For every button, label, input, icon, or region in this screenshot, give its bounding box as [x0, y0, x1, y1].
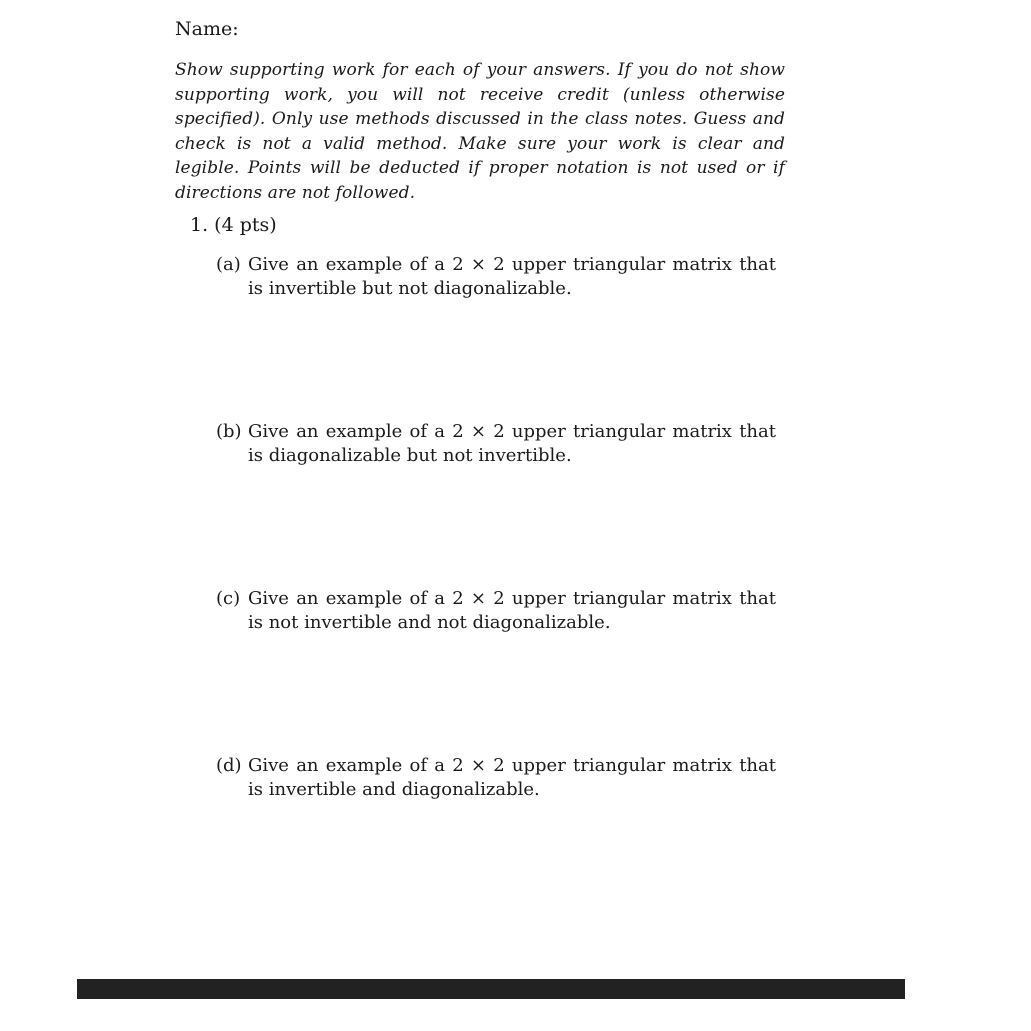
name-label: Name: — [175, 18, 239, 40]
part-b-label: (b) — [216, 421, 242, 442]
part-a-label: (a) — [216, 254, 241, 275]
part-d-label: (d) — [216, 755, 242, 776]
problem-part-c — [216, 587, 776, 635]
instructions-paragraph: Show supporting work for each of your answers. If you do not show supporting work, you will not receive credit (unless otherwise specified). Only use methods discussed in the class notes. Guess and check is not a valid method. Make sure your work is clear and legible. Points will be deducted if proper notation is not used or if directions are not followed. — [175, 60, 785, 203]
part-c-text: Give an example of a 2 × 2 upper triangular matrix that is not invertible and not diagonalizable. — [248, 588, 776, 633]
problem-part-a — [216, 253, 776, 301]
bottom-dark-bar — [77, 979, 905, 999]
problem-part-d — [216, 754, 776, 802]
part-c-label: (c) — [216, 588, 241, 609]
part-b-text: Give an example of a 2 × 2 upper triangular matrix that is diagonalizable but not invertible. — [248, 421, 776, 466]
problem-part-b — [216, 420, 776, 468]
problem-1-header: 1. (4 pts) — [190, 214, 277, 236]
part-d-text: Give an example of a 2 × 2 upper triangular matrix that is invertible and diagonalizable. — [248, 755, 776, 800]
part-a-text: Give an example of a 2 × 2 upper triangular matrix that is invertible but not diagonalizable. — [248, 254, 776, 299]
